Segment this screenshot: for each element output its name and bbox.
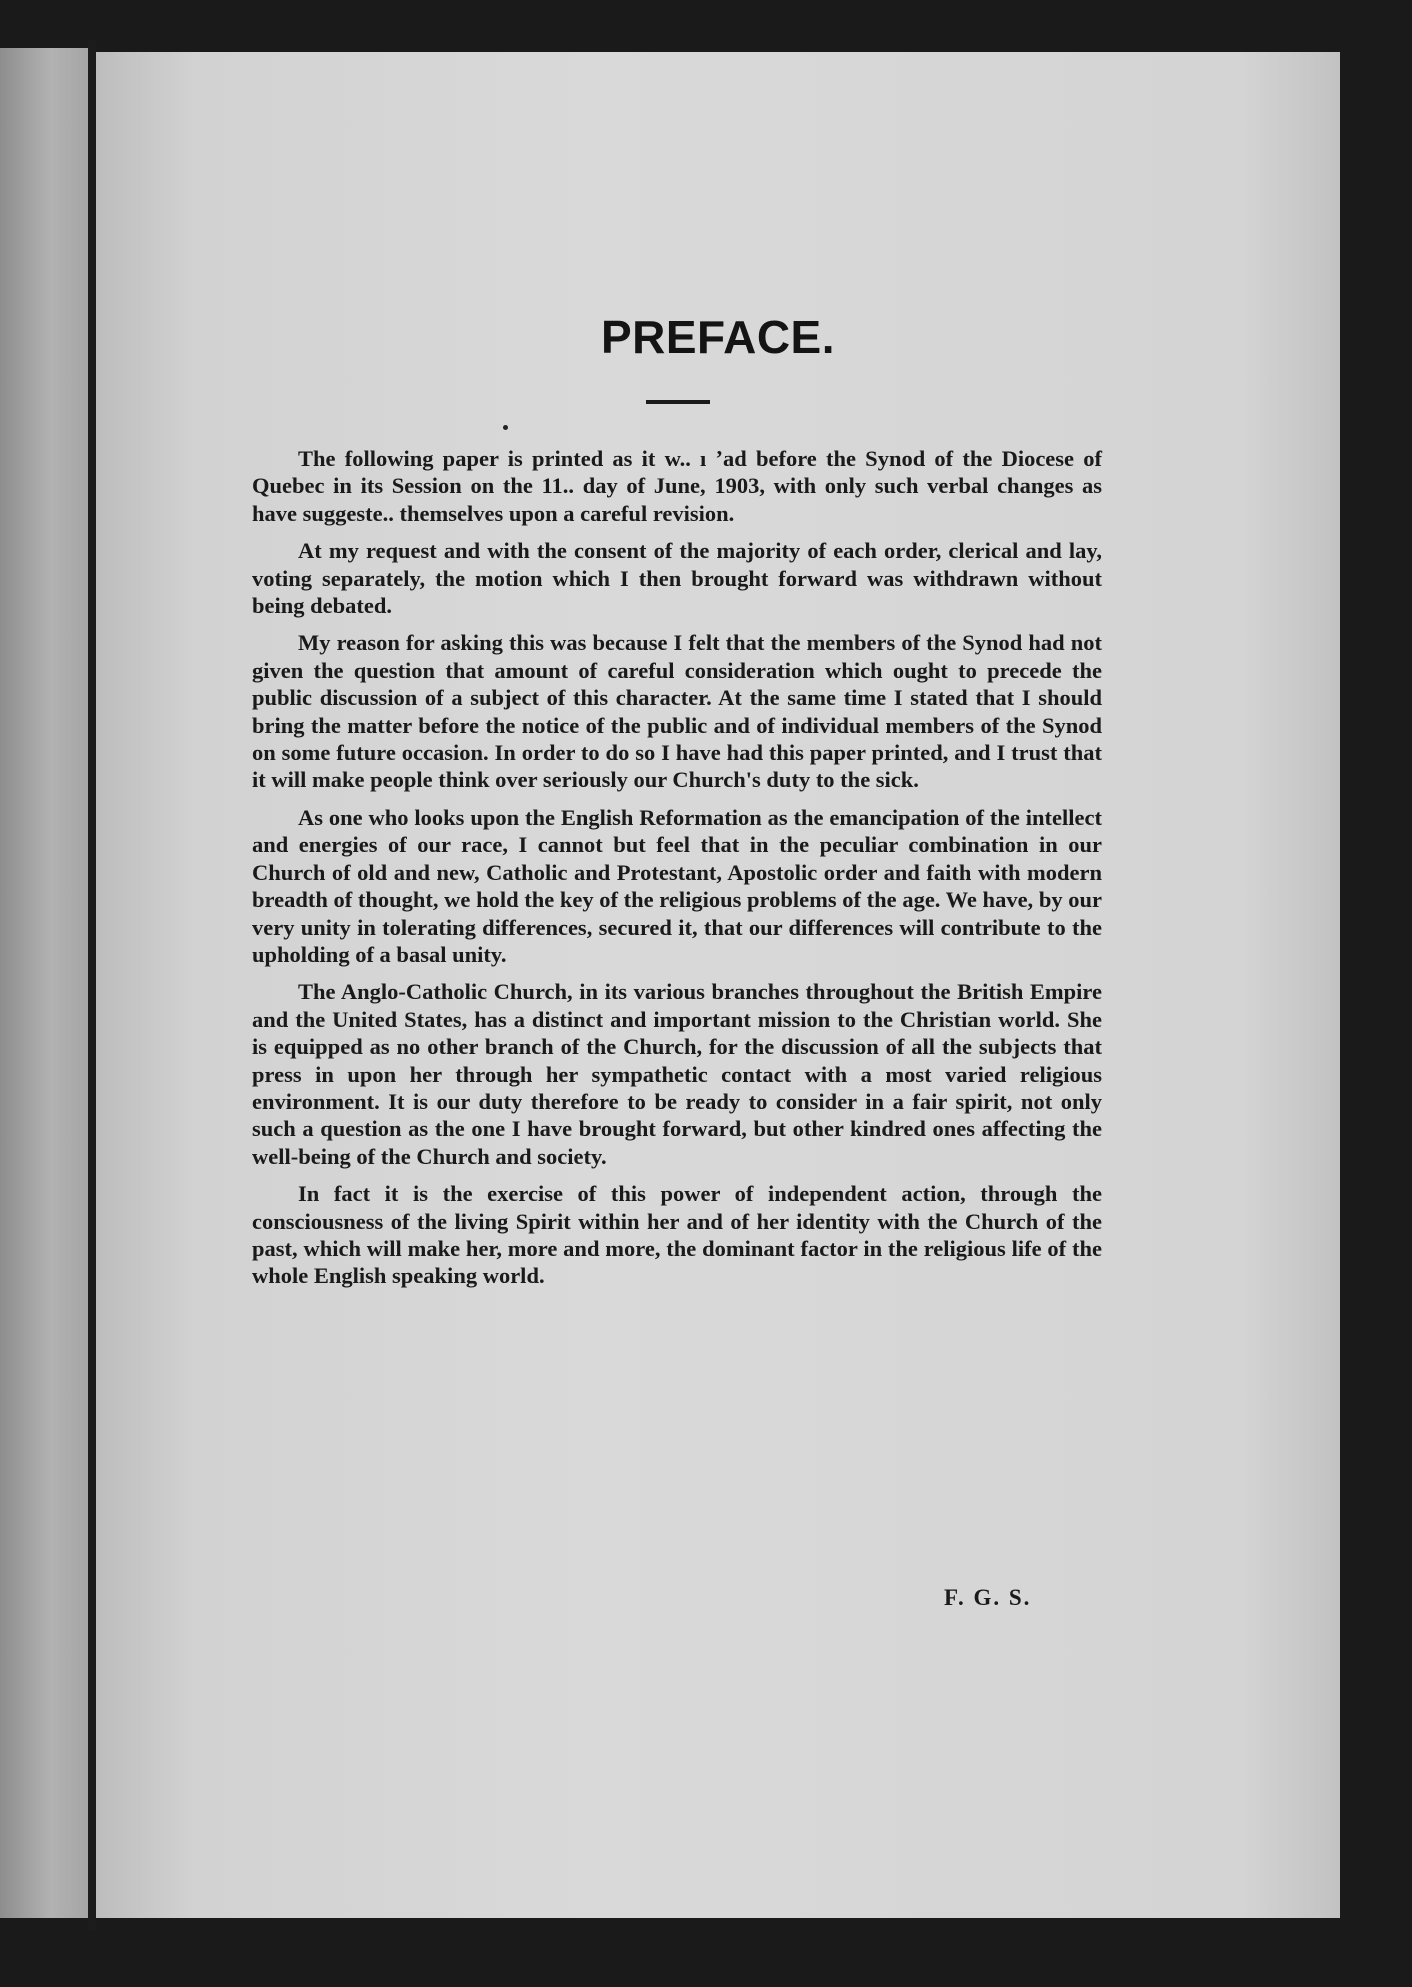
paragraph-3: My reason for asking this was because I felt that the members of the Synod had not given the question that amount of careful consideration which ought to precede the public discussion of a subject of this character. At the same time I stated that I should bring the matter before the notice of the public and of individual members of the Synod on some future occasion. In order to do so I have had this paper printed, and I trust that it will make people think over seriously our Church's duty to the sick. xyxy=(252,630,1102,793)
page-title: PREFACE. xyxy=(600,311,836,363)
paragraph-2: At my request and with the consent of the majority of each order, clerical and lay, voting separately, the motion which I then brought forward was withdrawn without being debated. xyxy=(252,538,1102,619)
paragraph-4: As one who looks upon the English Reformation as the emancipation of the intellect and energies of our race, I cannot but feel that in the peculiar combination in our Church of old and new, Catholic and Protestant, Apostolic order and faith with modern breadth of thought, we hold the key of the religious problems of the age. We have, by our very unity in tolerating differences, secured it, that our differences will contribute to the upholding of a basal unity. xyxy=(252,804,1102,967)
printing-speck xyxy=(503,425,508,430)
preface-body xyxy=(252,445,1102,1300)
adjacent-page-edge xyxy=(0,48,92,1918)
author-signature: F. G. S. xyxy=(944,1585,1032,1610)
book-gutter xyxy=(88,40,96,1930)
paragraph-5: The Anglo-Catholic Church, in its various branches throughout the British Empire and the United States, has a distinct and important mission to the Christian world. She is equipped as no other branch of the Church, for the discussion of all the subjects that press in upon her through her sympathetic contact with a most varied religious environment. It is our duty therefore to be ready to consider in a fair spirit, not only such a question as the one I have brought forward, but other kindred ones affecting the well-being of the Church and society. xyxy=(252,979,1102,1169)
document-page xyxy=(96,52,1340,1918)
paragraph-6: In fact it is the exercise of this power of independent action, through the consciousness of the living Spirit within her and of her identity with the Church of the past, which will make her, more and more, the dominant factor in the religious life of the whole English speaking world. xyxy=(252,1181,1102,1289)
paragraph-1: The following paper is printed as it w.. ı ʼad before the Synod of the Diocese of Quebec in its Session on the 11.. day of June, 1903, with only such verbal changes as have suggeste.. themselves upon a careful revision. xyxy=(252,446,1102,526)
title-divider xyxy=(646,400,710,404)
